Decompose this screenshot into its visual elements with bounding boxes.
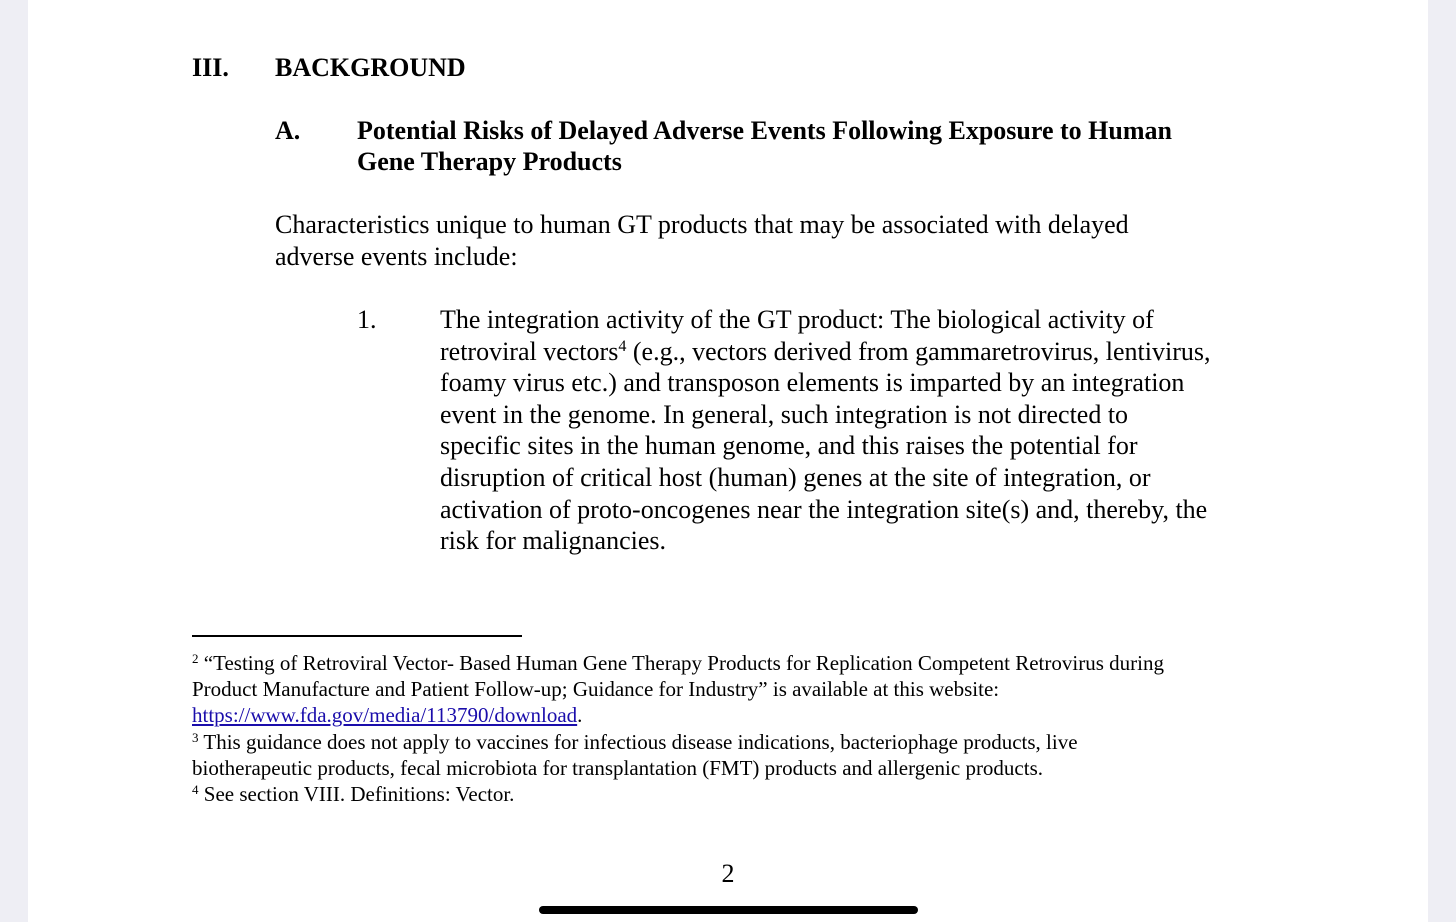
intro-line-2: adverse events include: (275, 242, 518, 271)
list-item-line-1: The integration activity of the GT product: The biological activity of (440, 305, 1154, 334)
footnote-3-text-1: This guidance does not apply to vaccines for infectious disease indications, bacteriophage products, live (198, 730, 1078, 754)
list-item-line-2-end: (e.g., vectors derived from gammaretrovirus, lentivirus, (626, 337, 1211, 366)
footnote-separator (192, 635, 522, 637)
footnote-3-line-1 (192, 729, 1078, 755)
section-title: BACKGROUND (275, 53, 466, 82)
home-indicator-bar[interactable] (539, 906, 918, 914)
list-item-number: 1. (357, 305, 377, 334)
footnote-2-marker: 2 (192, 650, 199, 666)
list-item-line-2 (440, 336, 1210, 368)
list-item-line-2-start: retroviral vectors (440, 337, 619, 366)
page-number: 2 (721, 859, 735, 888)
document-page (28, 0, 1428, 922)
footnote-2-text-1: “Testing of Retroviral Vector- Based Human Gene Therapy Products for Replication Competent Retrovirus during (198, 651, 1164, 675)
subsection-letter: A. (275, 116, 301, 145)
list-item-line-4: event in the genome. In general, such integration is not directed to (440, 400, 1129, 429)
list-item-line-3: foamy virus etc.) and transposon elements is imparted by an integration (440, 368, 1185, 397)
footnote-2-line-1 (192, 650, 1164, 676)
footnote-4-marker: 4 (192, 781, 199, 797)
footnote-3-line-2: biotherapeutic products, fecal microbiota for transplantation (FMT) products and allergenic products. (192, 756, 1044, 780)
footnote-4-text-1: See section VIII. Definitions: Vector. (198, 782, 515, 806)
footnote-ref-4[interactable]: 4 (618, 338, 627, 356)
list-item-line-5: specific sites in the human genome, and this raises the potential for (440, 431, 1138, 460)
section-number: III. (192, 53, 229, 82)
list-item-line-8: risk for malignancies. (440, 526, 666, 555)
fda-download-link[interactable]: https://www.fda.gov/media/113790/download (192, 703, 578, 727)
footnote-2-period: . (577, 703, 583, 727)
footnote-4-line-1 (192, 781, 514, 807)
list-item-line-6: disruption of critical host (human) genes at the site of integration, or (440, 463, 1151, 492)
footnote-3-marker: 3 (192, 729, 199, 745)
subsection-title-line-2: Gene Therapy Products (357, 147, 622, 176)
footnote-2-line-2: Product Manufacture and Patient Follow-up; Guidance for Industry” is available at this website: (192, 677, 1000, 701)
footnote-2-line-3 (192, 702, 582, 728)
list-item-line-7: activation of proto-oncogenes near the integration site(s) and, thereby, the (440, 495, 1208, 524)
intro-line-1: Characteristics unique to human GT products that may be associated with delayed (275, 210, 1129, 239)
subsection-title-line-1: Potential Risks of Delayed Adverse Events Following Exposure to Human (357, 116, 1172, 145)
